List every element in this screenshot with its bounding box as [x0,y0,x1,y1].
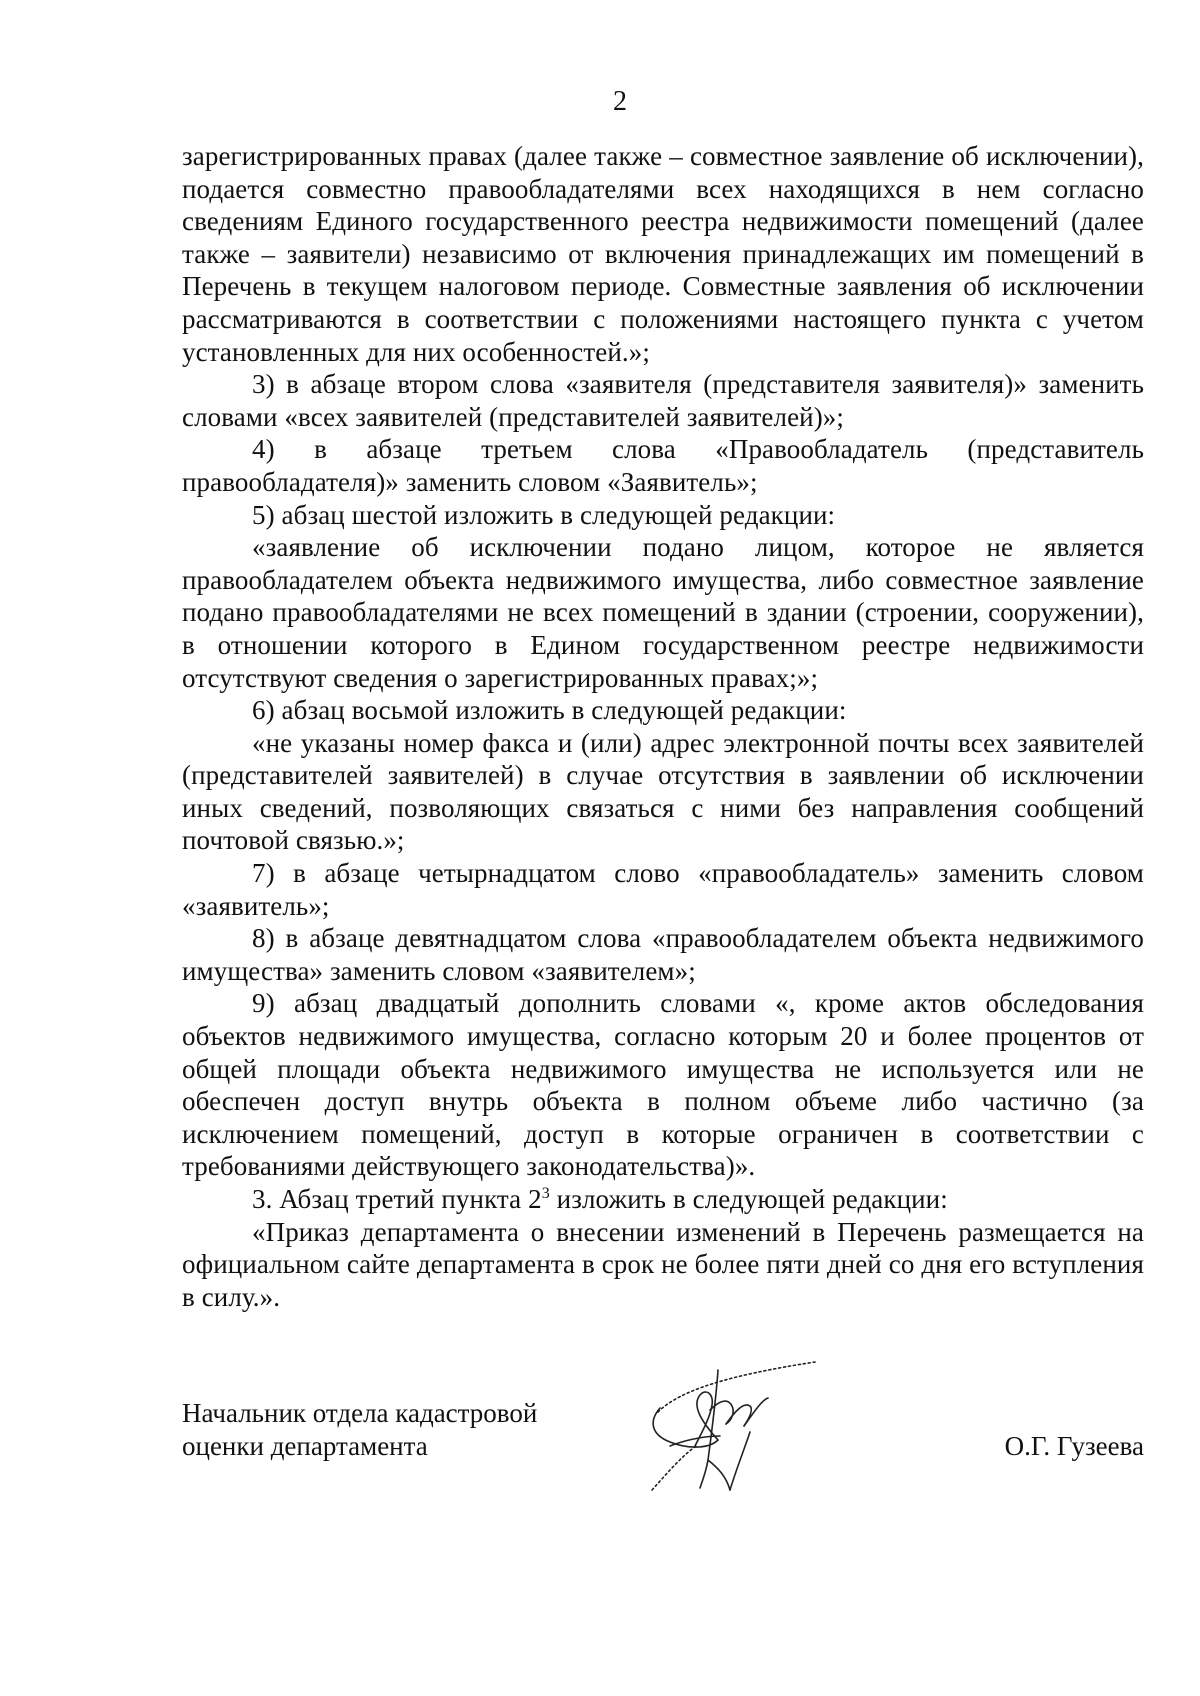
paragraph-item-6: 6) абзац восьмой изложить в следующей редакции: [252,695,847,726]
signatory-position-line1: Начальник отдела кадастровой [182,1398,538,1428]
paragraph-item-7: 7) в абзаце четырнадцатом слово «правообладатель» заменить словом «заявитель»; [182,858,1144,921]
paragraph-item-8: 8) в абзаце девятнадцатом слова «правообладателем объекта недвижимого имущества» заменить словом «заявителем»; [182,923,1144,986]
paragraph-continuation: зарегистрированных правах (далее также – совместное заявление об исключении), подается совместно правообладателями всех находящихся в нем согласно сведениям Единого государственного реестра недвижимости помещений (далее также – заявители) независимо от включения принадлежащих им помещений в Перечень в текущем налоговом периоде. Совместные заявления об исключении рассматриваются в соответствии с положениями настоящего пункта с учетом установленных для них особенностей.»; [182,141,1144,367]
paragraph-item-5-quote: «заявление об исключении подано лицом, которое не является правообладателем объекта недвижимого имущества, либо совместное заявление подано правообладателями не всех помещений в здании (строении, сооружении), в отношении которого в Едином государственном реестре недвижимости отсутствуют сведения о зарегистрированных правах;»; [182,532,1144,693]
paragraph-section-3-quote: «Приказ департамента о внесении изменений в Перечень размещается на официальном сайте департамента в срок не более пяти дней со дня его вступления в силу.». [182,1216,1144,1312]
paragraph-item-9: 9) абзац двадцатый дополнить словами «, кроме актов обследования объектов недвижимого имущества, согласно которым 20 и более процентов от общей площади объекта недвижимого имущества не используется или не обеспечен доступ внутрь объекта в полном объеме либо частично (за исключением помещений, доступ в которые ограничен в соответствии с требованиями действующего законодательства)». [182,988,1144,1182]
paragraph-section-3 [182,1183,1144,1216]
document-body [182,140,1144,1313]
page-number: 2 [613,86,627,117]
section-3-superscript: 3 [541,1185,550,1202]
paragraph-item-5: 5) абзац шестой изложить в следующей редакции: [252,499,836,530]
signatory-position [182,1397,602,1463]
section-3-text-after: изложить в следующей редакции: [549,1184,948,1214]
section-3-text-before: 3. Абзац третий пункта 2 [252,1184,542,1214]
paragraph-item-4: 4) в абзаце третьем слова «Правообладатель (представитель правообладателя)» заменить словом «Заявитель»; [182,434,1144,497]
signatory-position-line2: оценки департамента [182,1431,428,1461]
signatory-name: О.Г. Гузеева [1004,1431,1144,1461]
signature-block [182,1397,1144,1487]
paragraph-item-6-quote: «не указаны номер факса и (или) адрес электронной почты всех заявителей (представителей заявителей) в случае отсутствия в заявлении об исключении иных сведений, позволяющих связаться с ними без направления сообщений почтовой связью.»; [182,727,1144,856]
paragraph-item-3: 3) в абзаце втором слова «заявителя (представителя заявителя)» заменить словами «всех заявителей (представителей заявителей)»; [182,369,1144,432]
